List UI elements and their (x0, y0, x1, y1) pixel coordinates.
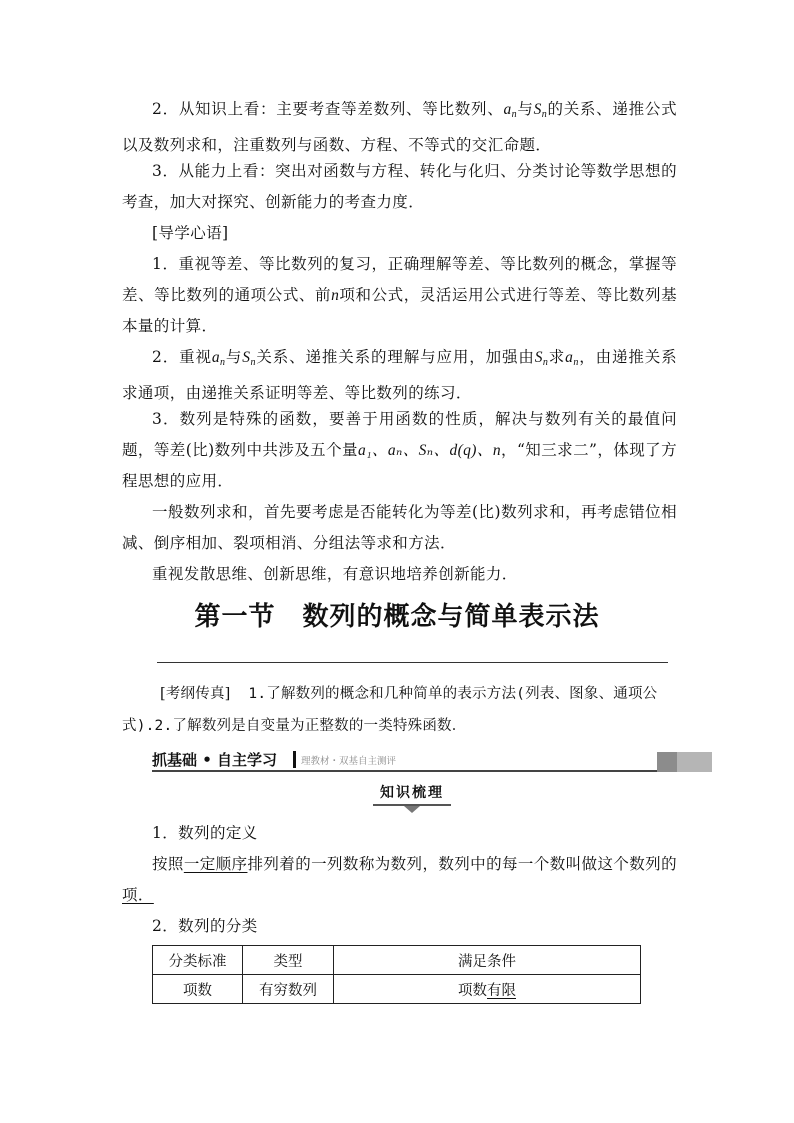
intro-item-2-head: 2．从知识上看：主要考查等差数列、等比数列、 (152, 100, 504, 118)
guide-p2-part-e: ，由递推关系求通项，由递推关系证明等差、等比数列的练习． (122, 348, 677, 402)
intro-item-2 (122, 94, 677, 161)
symbol-sn: $S_n$ (533, 101, 548, 120)
underlined-term-order: 一定顺序 (183, 855, 248, 873)
five-quantities: a₁、aₙ、Sₙ、d(q)、n (357, 442, 501, 459)
guide-p2-part-a: 2．重视 (152, 348, 212, 366)
table-cell: 项数 (153, 975, 243, 1004)
underlined-answer: 有限 (487, 982, 516, 999)
section-separator (293, 751, 296, 768)
table-header-cell: 满足条件 (334, 946, 641, 975)
section-rule (152, 770, 657, 772)
guide-paragraph-3 (122, 404, 677, 497)
guide-paragraph-4: 一般数列求和，首先要考虑是否能转化为等差(比)数列求和，再考虑错位相减、倒序相加、裂项相消、分组法等求和方法． (122, 503, 677, 552)
intro-item-2-with: 与 (517, 100, 534, 118)
syllabus-note (122, 678, 677, 742)
section-banner (152, 750, 712, 772)
symbol-sn: $S_n$ (242, 349, 256, 368)
guide-p2-part-d: 求 (548, 348, 566, 366)
knowledge-summary-label: 知识梳理 (380, 785, 444, 801)
syllabus-text: 1.了解数列的概念和几种简单的表示方法(列表、图象、通项公式).2.了解数列是自变量为正整数的一类特殊函数． (122, 686, 658, 734)
definition-heading: 1．数列的定义 (152, 824, 258, 842)
guide-p3-part-a: 3．数列是特殊的函数，要善于用函数的性质，解决与数列有关的最值问题，等差(比)数列中共涉及五个量 (122, 410, 677, 459)
symbol-sn: $S_n$ (534, 349, 549, 368)
section-block-light (677, 752, 712, 772)
symbol-an: $a_n$ (211, 349, 226, 368)
table-header-row (153, 946, 641, 975)
section-sublabel: 理教材・双基自主测评 (301, 756, 397, 767)
knowledge-summary-heading (373, 784, 451, 810)
section-label: 抓基础 • 自主学习 (152, 751, 278, 769)
section-block-dark (657, 752, 677, 772)
table-cell-text: 项数 (458, 982, 487, 999)
table-header-cell: 分类标准 (153, 946, 243, 975)
definition-text-b: 排列着的一列数称为数列，数列中的每一个数叫做这个数列的 (247, 855, 677, 873)
guide-p1-part-b: 项和公式，灵活运用公式进行等差、等比数列基本量的计算． (122, 286, 678, 335)
guide-p3-part-b: ，“知三求二”，体现了方程思想的应用． (122, 441, 677, 490)
guide-p1-part-a: 1．重视等差、等比数列的复习，正确理解等差、等比数列的概念，掌握等差、等比数列的通项公式、前 (122, 255, 677, 304)
classification-heading: 2．数列的分类 (152, 917, 258, 935)
table-cell: 有穷数列 (243, 975, 334, 1004)
symbol-n: n (331, 287, 340, 304)
title-divider (157, 662, 668, 663)
guide-paragraph-1 (122, 249, 677, 342)
definition-text-a: 按照 (152, 855, 184, 873)
intro-item-2-tail: 的关系、递推公式以及数列求和，注重数列与函数、方程、不等式的交汇命题． (122, 100, 677, 154)
symbol-an: $a_n$ (503, 101, 518, 120)
guide-p2-part-b: 与 (225, 348, 243, 366)
table-row (153, 975, 641, 1004)
table-cell (334, 975, 641, 1004)
guide-paragraph-5: 重视发散思维、创新思维，有意识地培养创新能力． (152, 565, 518, 583)
guide-heading: [导学心语] (152, 224, 229, 242)
syllabus-tag: [考纲传真] (160, 686, 231, 702)
guide-paragraph-2 (122, 342, 677, 409)
triangle-down-icon (404, 806, 420, 813)
classification-table (152, 945, 641, 1004)
guide-p2-part-c: 关系、递推关系的理解与应用，加强由 (255, 348, 535, 366)
intro-item-3: 3．从能力上看：突出对函数与方程、转化与化归、分类讨论等数学思想的考查，加大对探究、创新能力的考查力度． (122, 162, 677, 211)
table-header-cell: 类型 (243, 946, 334, 975)
definition-text (122, 849, 677, 911)
underlined-term-item: 项． (122, 886, 154, 904)
symbol-an: $a_n$ (565, 349, 579, 368)
chapter-title: 第一节 数列的概念与简单表示法 (194, 602, 600, 632)
